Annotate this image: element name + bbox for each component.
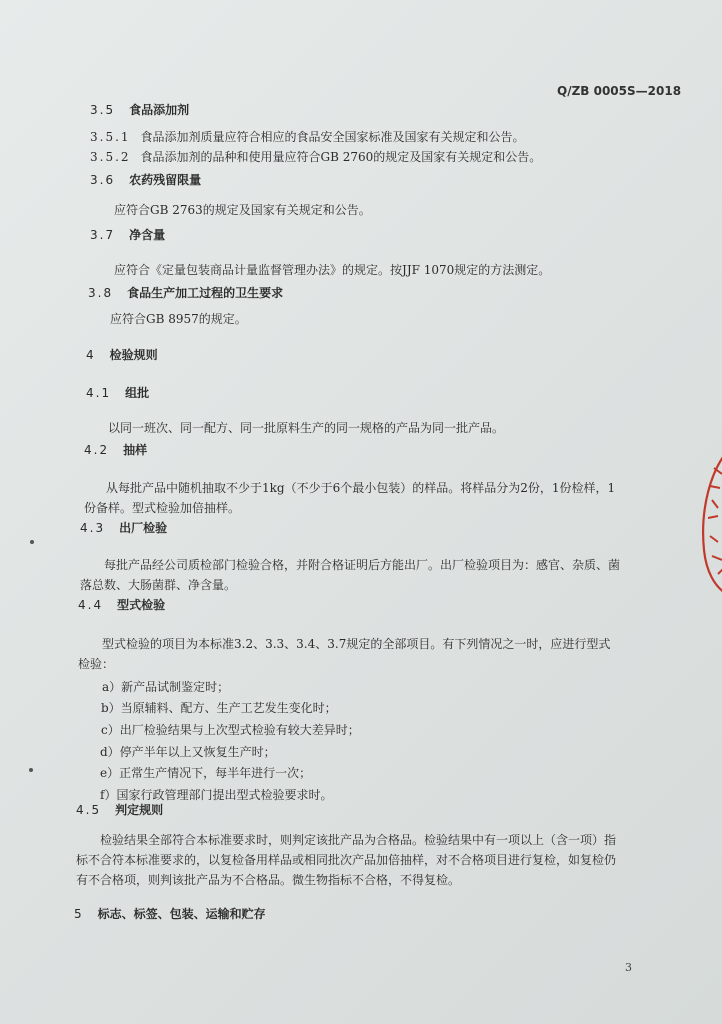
heading-3-5 xyxy=(90,102,189,118)
clause-number: 3.5 xyxy=(90,103,116,117)
section-5-title xyxy=(74,906,266,922)
paragraph-4-5-line-2: 标不合符本标准要求的，以复检备用样品或相同批次产品加倍抽样，对不合格项目进行复检，如复检仍 xyxy=(76,853,617,867)
heading-text: 净含量 xyxy=(129,228,166,242)
heading-text: 抽样 xyxy=(123,443,148,457)
heading-4-3 xyxy=(80,520,167,536)
clause-number: 3.5.1 xyxy=(90,130,131,144)
clause-number: 4.4 xyxy=(78,598,104,612)
heading-text: 食品生产加工过程的卫生要求 xyxy=(127,286,284,300)
clause-number: 3.6 xyxy=(90,173,116,187)
list-item-b: b）当原辅料、配方、生产工艺发生变化时； xyxy=(101,701,337,715)
heading-4-1 xyxy=(86,385,149,401)
heading-3-7 xyxy=(90,227,165,243)
section-text: 检验规则 xyxy=(109,348,158,362)
clause-3-5-2 xyxy=(90,149,541,165)
clause-number: 4.1 xyxy=(86,386,112,400)
clause-number: 4.3 xyxy=(80,521,106,535)
list-item-d: d）停产半年以上又恢复生产时； xyxy=(100,745,276,759)
paragraph-4-4-line-2: 检验： xyxy=(78,657,115,671)
paragraph-3-8: 应符合GB 8957的规定。 xyxy=(110,312,247,326)
heading-4-5 xyxy=(76,802,163,818)
heading-text: 食品添加剂 xyxy=(129,103,190,117)
clause-number: 3.8 xyxy=(88,286,114,300)
clause-number: 4.5 xyxy=(76,803,102,817)
paragraph-3-7: 应符合《定量包装商品计量监督管理办法》的规定。按JJF 1070规定的方法测定。 xyxy=(114,263,551,277)
section-number: 4 xyxy=(86,348,96,362)
heading-3-8 xyxy=(88,285,283,301)
heading-text: 出厂检验 xyxy=(119,521,168,535)
section-text: 标志、标签、包装、运输和贮存 xyxy=(97,907,266,921)
paragraph-4-3-line-1: 每批产品经公司质检部门检验合格，并附合格证明后方能出厂。出厂检验项目为：感官、杂质、菌 xyxy=(104,558,621,572)
section-number: 5 xyxy=(74,907,84,921)
section-4-title xyxy=(86,347,158,363)
clause-number: 4.2 xyxy=(84,443,110,457)
list-item-a: a）新产品试制鉴定时； xyxy=(102,680,230,694)
list-item-e: e）正常生产情况下，每半年进行一次； xyxy=(100,766,312,780)
paragraph-4-5-line-1: 检验结果全部符合本标准要求时，则判定该批产品为合格品。检验结果中有一项以上（含一项）指 xyxy=(100,833,617,847)
heading-4-4 xyxy=(78,597,165,613)
red-seal-stamp xyxy=(690,440,722,600)
paragraph-4-2-line-2: 份备样。型式检验加倍抽样。 xyxy=(84,501,241,515)
heading-text: 组批 xyxy=(125,386,150,400)
list-item-f: f）国家行政管理部门提出型式检验要求时。 xyxy=(100,788,333,802)
heading-text: 判定规则 xyxy=(115,803,164,817)
clause-text: 食品添加剂的品种和使用量应符合GB 2760的规定及国家有关规定和公告。 xyxy=(140,150,542,164)
standard-code: Q/ZB 0005S—2018 xyxy=(557,84,682,98)
paragraph-4-3-line-2: 落总数、大肠菌群、净含量。 xyxy=(80,578,237,592)
paragraph-4-4-line-1: 型式检验的项目为本标准3.2、3.3、3.4、3.7规定的全部项目。有下列情况之一时，应进行型式 xyxy=(102,637,611,651)
paragraph-4-1: 以同一班次、同一配方、同一批原料生产的同一规格的产品为同一批产品。 xyxy=(108,421,505,435)
clause-number: 3.7 xyxy=(90,228,116,242)
heading-text: 型式检验 xyxy=(117,598,166,612)
scan-speck xyxy=(29,768,33,772)
heading-3-6 xyxy=(90,172,201,188)
page-number: 3 xyxy=(625,961,632,974)
list-item-c: c）出厂检验结果与上次型式检验有较大差异时； xyxy=(101,723,360,737)
heading-4-2 xyxy=(84,442,147,458)
scan-speck xyxy=(30,540,34,544)
paragraph-3-6: 应符合GB 2763的规定及国家有关规定和公告。 xyxy=(114,203,371,217)
clause-text: 食品添加剂质量应符合相应的食品安全国家标准及国家有关规定和公告。 xyxy=(140,130,525,144)
heading-text: 农药残留限量 xyxy=(129,173,202,187)
paragraph-4-2-line-1: 从每批产品中随机抽取不少于1kg（不少于6个最小包装）的样品。将样品分为2份，1份检样，1 xyxy=(106,481,616,495)
clause-number: 3.5.2 xyxy=(90,150,131,164)
clause-3-5-1 xyxy=(90,129,525,145)
paragraph-4-5-line-3: 有不合格项，则判该批产品为不合格品。微生物指标不合格，不得复检。 xyxy=(76,873,461,887)
